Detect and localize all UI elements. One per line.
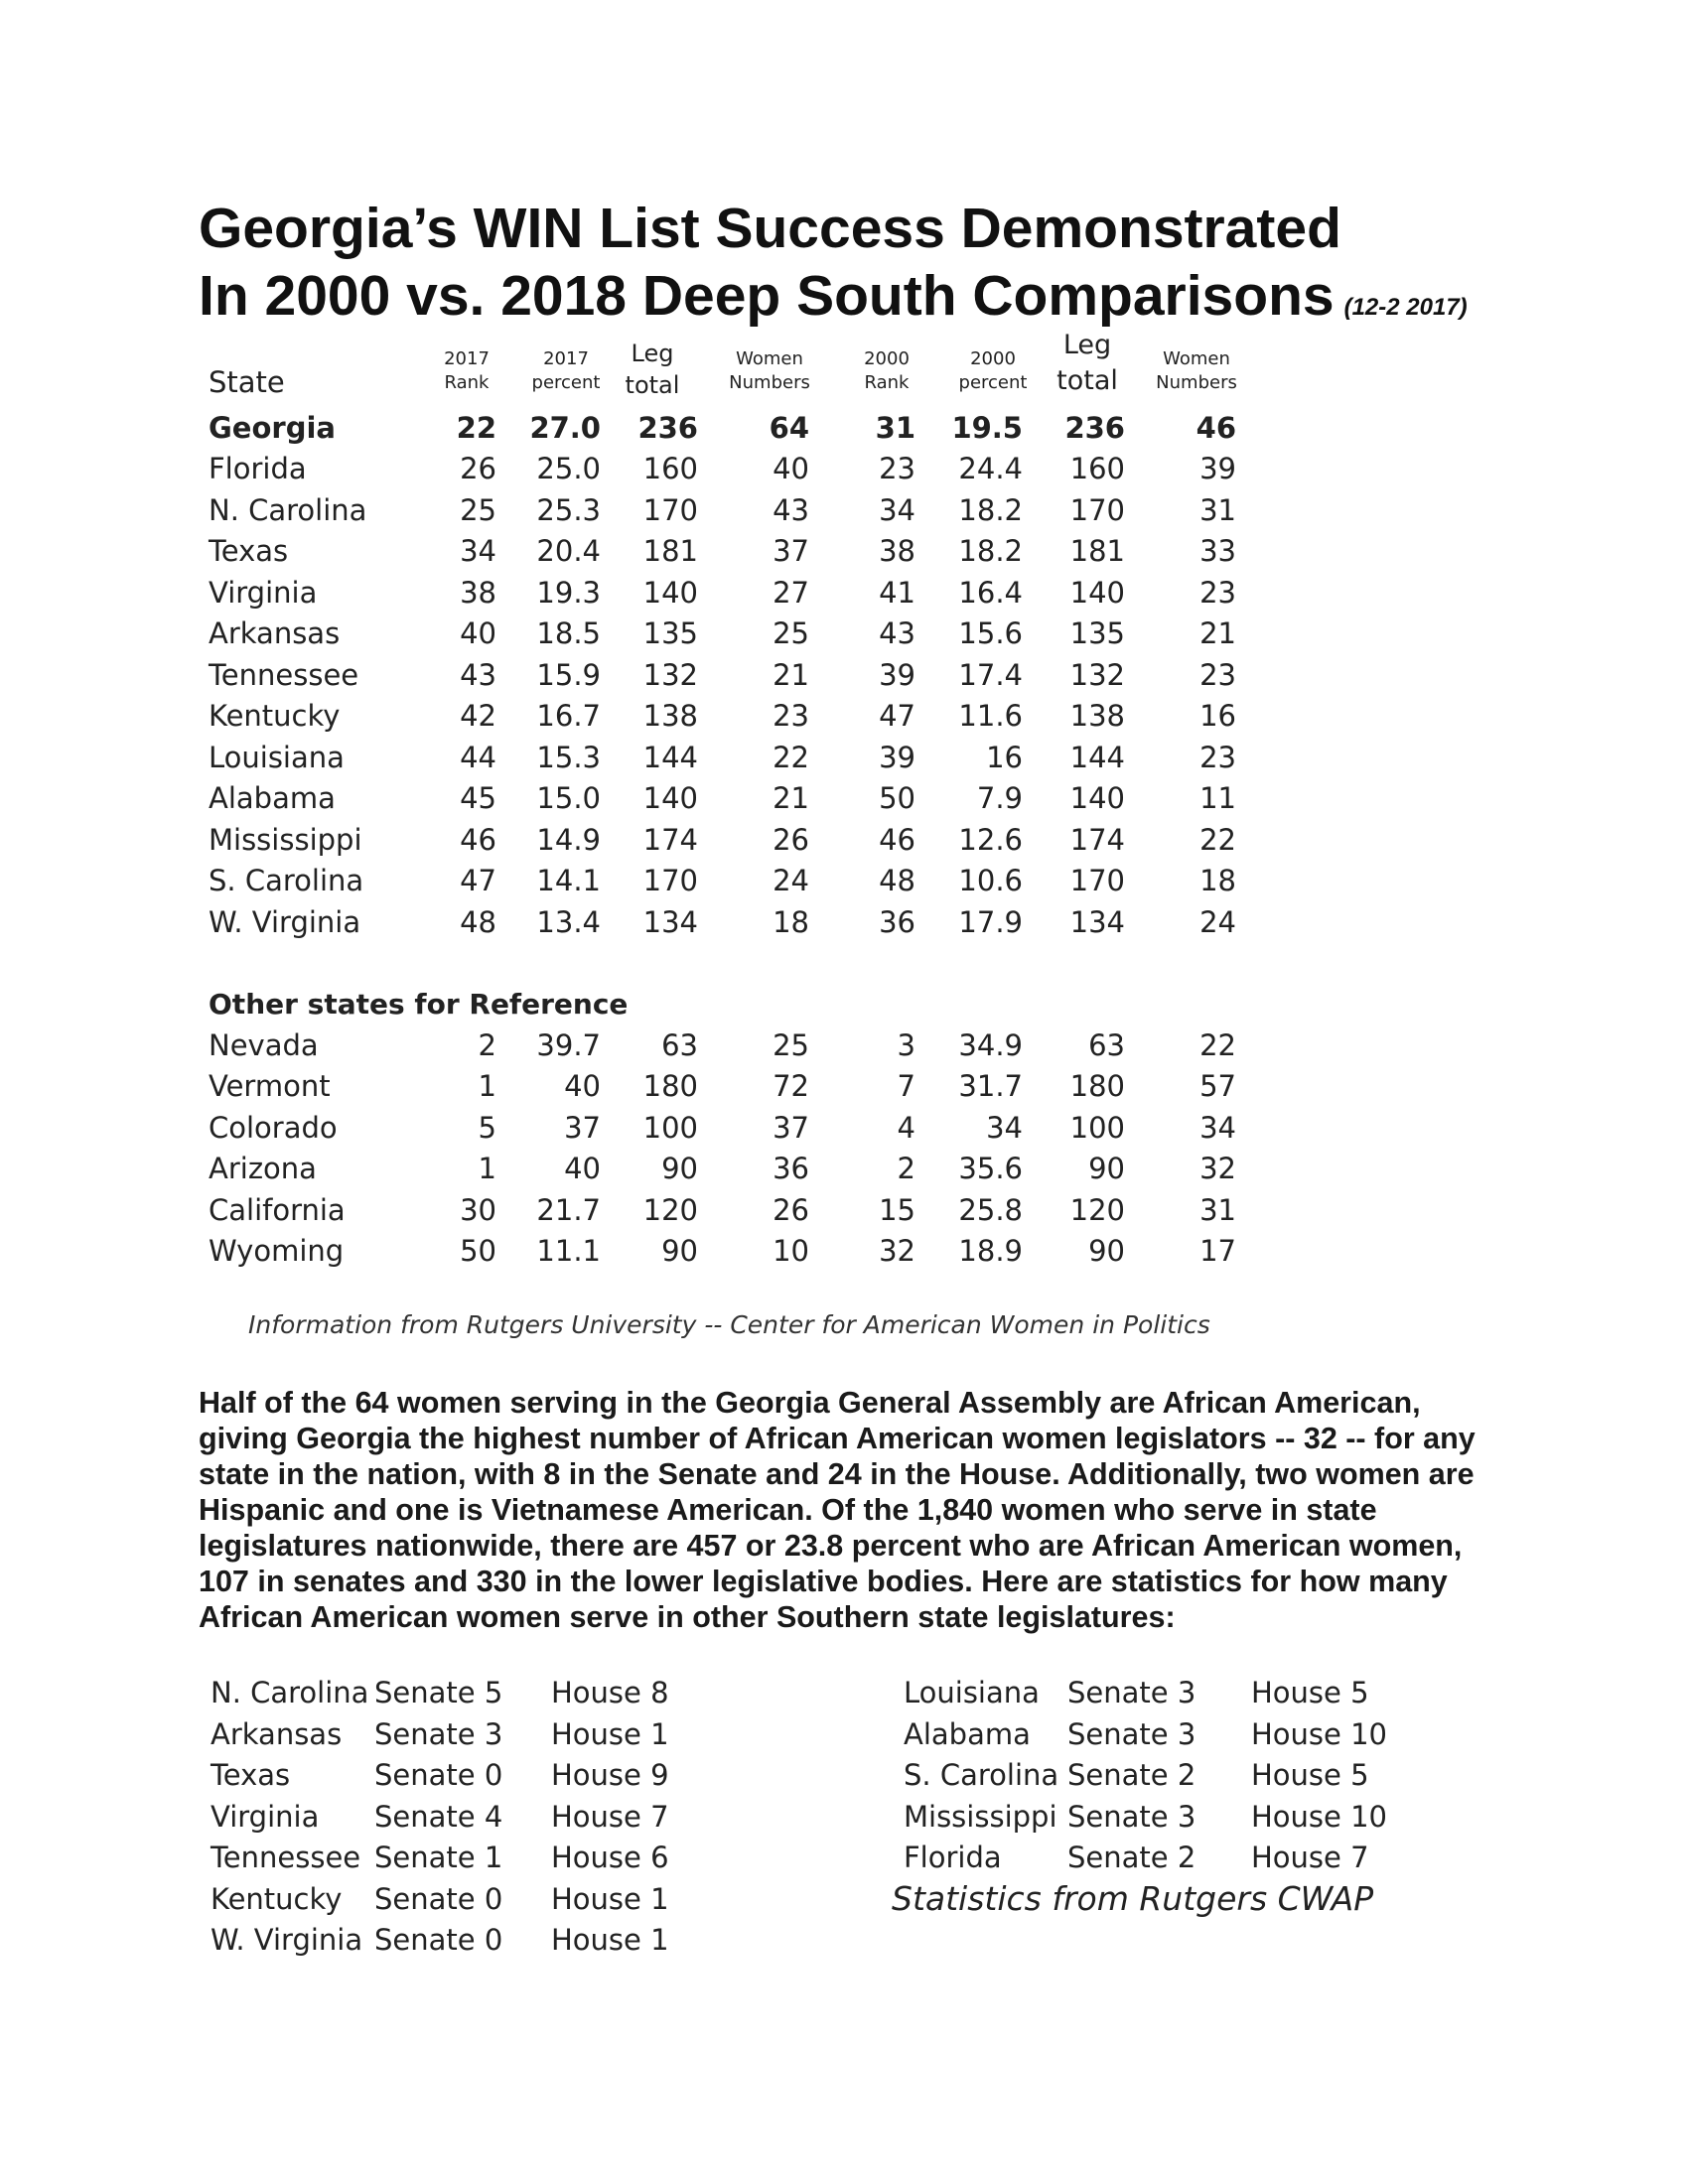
cell-women-2017: 64 <box>769 410 809 445</box>
cell-women-2017: 18 <box>773 904 809 939</box>
title-line-1: Georgia’s WIN List Success Demonstrated <box>199 197 1341 260</box>
cell-state: Colorado <box>209 1110 338 1145</box>
summary-paragraph: Half of the 64 women serving in the Georgia General Assembly are African American, giving Georgia the highest number of African American women legislators -- 32 -- for any state in the nation, with 8 in the Senate and 24 in the House. Additionally, two women are Hispanic and one is Vietnamese American. Of the 1,840 women who serve in state legislatures nationwide, there are 457 or 23.8 percent who are African American women, 107 in senates and 330 in the lower legislative bodies. Here are statistics for how many African American women serve in other Southern state legislatures: <box>199 1386 1476 1634</box>
cell-leg-total-2017: 170 <box>642 492 698 527</box>
table-row <box>209 1107 1236 1149</box>
cell-state: Florida <box>209 452 307 486</box>
aa-house: House 1 <box>551 1923 669 1957</box>
aa-house: House 1 <box>551 1716 669 1751</box>
aa-senate: Senate 2 <box>1067 1758 1196 1792</box>
cell-women-2000: 34 <box>1199 1110 1236 1145</box>
aa-state: Kentucky <box>211 1881 343 1916</box>
cell-women-2000: 31 <box>1199 1192 1236 1227</box>
aa-state: Mississippi <box>904 1799 1057 1834</box>
cell-percent-2000: 31.7 <box>958 1069 1023 1104</box>
cell-leg-total-2017: 135 <box>642 616 698 651</box>
cell-rank-2000: 48 <box>879 864 915 898</box>
aa-senate: Senate 5 <box>374 1676 503 1709</box>
cell-rank-2000: 32 <box>879 1234 915 1269</box>
header-percent-2017: 2017 percent <box>531 348 601 394</box>
cell-percent-2017: 15.0 <box>536 781 601 816</box>
cell-rank-2017: 2 <box>478 1027 496 1062</box>
cell-leg-total-2017: 140 <box>642 575 698 610</box>
cell-leg-total-2000: 181 <box>1069 534 1125 569</box>
table-row <box>209 531 1236 573</box>
cell-rank-2000: 39 <box>879 657 915 692</box>
table-row <box>209 614 1236 655</box>
cell-leg-total-2000: 63 <box>1088 1027 1125 1062</box>
aa-senate: Senate 3 <box>1067 1676 1196 1709</box>
cell-percent-2000: 15.6 <box>958 616 1023 651</box>
aa-state: Alabama <box>904 1716 1031 1751</box>
cell-state: Arizona <box>209 1152 317 1186</box>
table-row <box>209 572 1236 614</box>
cell-leg-total-2000: 170 <box>1069 864 1125 898</box>
cell-percent-2017: 14.1 <box>536 864 601 898</box>
cell-leg-total-2000: 174 <box>1069 822 1125 857</box>
cell-leg-total-2017: 120 <box>642 1192 698 1227</box>
cell-percent-2000: 16.4 <box>958 575 1023 610</box>
cell-percent-2000: 24.4 <box>958 452 1023 486</box>
aa-house: House 10 <box>1251 1799 1387 1834</box>
cell-rank-2017: 46 <box>460 822 496 857</box>
source-note: Information from Rutgers University -- Center for American Women in Politics <box>248 1310 1210 1339</box>
cell-percent-2000: 12.6 <box>958 822 1023 857</box>
cell-rank-2000: 4 <box>897 1110 915 1145</box>
cell-rank-2017: 44 <box>460 740 496 774</box>
cell-rank-2000: 34 <box>879 492 915 527</box>
table-row <box>209 737 1236 778</box>
table-header <box>209 328 1237 407</box>
cell-state: S. Carolina <box>209 864 364 898</box>
cell-women-2000: 39 <box>1199 452 1236 486</box>
aa-senate: Senate 2 <box>1067 1841 1196 1874</box>
cell-rank-2000: 2 <box>897 1152 915 1186</box>
cell-women-2017: 27 <box>773 575 809 610</box>
cell-rank-2017: 43 <box>460 657 496 692</box>
cell-percent-2000: 35.6 <box>958 1152 1023 1186</box>
table-row <box>209 654 1236 696</box>
cell-state: Tennessee <box>209 657 359 692</box>
cell-state: Nevada <box>209 1027 319 1062</box>
cell-women-2017: 26 <box>773 1192 809 1227</box>
cell-leg-total-2000: 90 <box>1088 1152 1125 1186</box>
table-row <box>209 696 1236 738</box>
cell-state: Texas <box>209 534 289 569</box>
cell-women-2000: 16 <box>1199 699 1236 734</box>
cell-leg-total-2000: 236 <box>1064 410 1125 445</box>
cell-percent-2000: 18.2 <box>958 534 1023 569</box>
cell-rank-2000: 36 <box>879 904 915 939</box>
header-rank-2017: 2017 Rank <box>444 348 490 394</box>
date-stamp: (12-2 2017) <box>1343 294 1468 321</box>
cell-state: California <box>209 1192 346 1227</box>
cell-rank-2000: 31 <box>875 410 915 445</box>
cell-leg-total-2000: 132 <box>1069 657 1125 692</box>
cell-leg-total-2017: 63 <box>661 1027 698 1062</box>
cell-women-2017: 21 <box>773 781 809 816</box>
cell-women-2017: 24 <box>773 864 809 898</box>
cell-leg-total-2017: 160 <box>642 452 698 486</box>
aa-state: Texas <box>211 1758 291 1792</box>
aa-state: Arkansas <box>211 1716 343 1751</box>
aa-house: House 7 <box>1251 1841 1369 1874</box>
cell-leg-total-2000: 120 <box>1069 1192 1125 1227</box>
cell-women-2000: 23 <box>1199 740 1236 774</box>
cell-leg-total-2017: 174 <box>642 822 698 857</box>
cell-women-2000: 23 <box>1199 575 1236 610</box>
title-line-2-text: In 2000 vs. 2018 Deep South Comparisons <box>199 264 1335 328</box>
cell-rank-2017: 47 <box>460 864 496 898</box>
cell-rank-2017: 38 <box>460 575 496 610</box>
cell-rank-2000: 7 <box>897 1069 915 1104</box>
cell-leg-total-2017: 140 <box>642 781 698 816</box>
cell-state: Mississippi <box>209 822 362 857</box>
cell-percent-2000: 19.5 <box>951 410 1023 445</box>
header-leg-total-2000: Leg total <box>1056 330 1118 397</box>
cell-rank-2000: 3 <box>897 1027 915 1062</box>
cell-leg-total-2017: 180 <box>642 1069 698 1104</box>
cell-rank-2000: 38 <box>879 534 915 569</box>
aa-house: House 7 <box>551 1799 669 1834</box>
cell-women-2000: 57 <box>1199 1069 1236 1104</box>
cell-women-2017: 37 <box>773 534 809 569</box>
table-row <box>209 1024 1236 1066</box>
aa-house: House 5 <box>1251 1676 1369 1709</box>
aa-senate: Senate 0 <box>374 1881 503 1916</box>
cell-leg-total-2000: 144 <box>1069 740 1125 774</box>
cell-leg-total-2000: 160 <box>1069 452 1125 486</box>
cell-leg-total-2000: 180 <box>1069 1069 1125 1104</box>
cell-women-2017: 22 <box>773 740 809 774</box>
header-women-2017: Women Numbers <box>729 348 810 394</box>
statistics-source: Statistics from Rutgers CWAP <box>892 1879 1374 1918</box>
cell-leg-total-2017: 90 <box>661 1234 698 1269</box>
cell-percent-2017: 21.7 <box>536 1192 601 1227</box>
cell-rank-2017: 45 <box>460 781 496 816</box>
aa-house: House 8 <box>551 1676 669 1709</box>
table-row <box>209 861 1236 902</box>
aa-house: House 5 <box>1251 1758 1369 1792</box>
aa-state: Virginia <box>211 1799 320 1834</box>
cell-leg-total-2017: 236 <box>637 410 698 445</box>
table-row <box>209 407 1236 449</box>
cell-women-2017: 37 <box>773 1110 809 1145</box>
cell-rank-2017: 5 <box>478 1110 496 1145</box>
aa-state: Louisiana <box>904 1676 1040 1709</box>
cell-rank-2017: 1 <box>478 1069 496 1104</box>
cell-percent-2000: 10.6 <box>958 864 1023 898</box>
table-row <box>209 1231 1236 1273</box>
table-row <box>209 449 1236 490</box>
cell-women-2017: 72 <box>773 1069 809 1104</box>
aa-house: House 6 <box>551 1841 669 1874</box>
cell-percent-2000: 7.9 <box>976 781 1023 816</box>
cell-rank-2000: 39 <box>879 740 915 774</box>
cell-rank-2000: 15 <box>879 1192 915 1227</box>
cell-percent-2000: 25.8 <box>958 1192 1023 1227</box>
cell-leg-total-2000: 140 <box>1069 575 1125 610</box>
cell-rank-2017: 30 <box>460 1192 496 1227</box>
cell-percent-2017: 25.0 <box>536 452 601 486</box>
cell-state: Alabama <box>209 781 336 816</box>
aa-senate: Senate 4 <box>374 1799 503 1834</box>
cell-percent-2000: 11.6 <box>958 699 1023 734</box>
table-row <box>209 1149 1236 1190</box>
cell-percent-2017: 18.5 <box>536 616 601 651</box>
cell-rank-2000: 50 <box>879 781 915 816</box>
cell-women-2000: 23 <box>1199 657 1236 692</box>
cell-state: Wyoming <box>209 1234 345 1269</box>
aa-state: W. Virginia <box>211 1923 363 1957</box>
cell-leg-total-2017: 90 <box>661 1152 698 1186</box>
cell-women-2017: 25 <box>773 1027 809 1062</box>
cell-percent-2000: 17.9 <box>958 904 1023 939</box>
cell-state: N. Carolina <box>209 492 367 527</box>
cell-women-2017: 23 <box>773 699 809 734</box>
cell-rank-2000: 43 <box>879 616 915 651</box>
cell-women-2017: 40 <box>773 452 809 486</box>
cell-leg-total-2017: 138 <box>642 699 698 734</box>
cell-leg-total-2000: 100 <box>1069 1110 1125 1145</box>
cell-percent-2000: 17.4 <box>958 657 1023 692</box>
cell-percent-2000: 16 <box>986 740 1023 774</box>
cell-leg-total-2017: 100 <box>642 1110 698 1145</box>
aa-state: N. Carolina <box>211 1676 369 1709</box>
cell-leg-total-2017: 144 <box>642 740 698 774</box>
cell-percent-2017: 13.4 <box>536 904 601 939</box>
cell-women-2000: 24 <box>1199 904 1236 939</box>
cell-percent-2017: 37 <box>564 1110 601 1145</box>
header-leg-total-2017: Leg total <box>625 340 680 400</box>
cell-percent-2017: 25.3 <box>536 492 601 527</box>
cell-women-2000: 33 <box>1199 534 1236 569</box>
cell-women-2017: 43 <box>773 492 809 527</box>
cell-leg-total-2000: 140 <box>1069 781 1125 816</box>
cell-women-2000: 11 <box>1199 781 1236 816</box>
cell-women-2000: 32 <box>1199 1152 1236 1186</box>
cell-percent-2017: 14.9 <box>536 822 601 857</box>
aa-state: Tennessee <box>211 1841 361 1874</box>
cell-percent-2017: 27.0 <box>529 410 601 445</box>
cell-percent-2017: 15.9 <box>536 657 601 692</box>
cell-percent-2017: 40 <box>564 1152 601 1186</box>
cell-rank-2000: 47 <box>879 699 915 734</box>
cell-state: Vermont <box>209 1069 331 1104</box>
header-percent-2000: 2000 percent <box>958 348 1028 394</box>
header-state: State <box>209 365 285 399</box>
cell-rank-2017: 1 <box>478 1152 496 1186</box>
cell-women-2017: 36 <box>773 1152 809 1186</box>
cell-women-2000: 22 <box>1199 822 1236 857</box>
cell-leg-total-2017: 134 <box>642 904 698 939</box>
cell-state: Kentucky <box>209 699 341 734</box>
cell-percent-2017: 40 <box>564 1069 601 1104</box>
table-row <box>209 1066 1236 1108</box>
aa-senate: Senate 3 <box>374 1716 503 1751</box>
table-row <box>209 1189 1236 1231</box>
cell-women-2000: 46 <box>1196 410 1236 445</box>
cell-women-2017: 21 <box>773 657 809 692</box>
cell-state: Virginia <box>209 575 318 610</box>
cell-leg-total-2000: 138 <box>1069 699 1125 734</box>
cell-state: Arkansas <box>209 616 341 651</box>
cell-state: Georgia <box>209 410 336 445</box>
aa-house: House 10 <box>1251 1716 1387 1751</box>
table-row <box>209 778 1236 820</box>
cell-women-2000: 17 <box>1199 1234 1236 1269</box>
cell-percent-2000: 18.9 <box>958 1234 1023 1269</box>
cell-rank-2017: 22 <box>456 410 496 445</box>
cell-women-2000: 21 <box>1199 616 1236 651</box>
cell-leg-total-2017: 170 <box>642 864 698 898</box>
cell-leg-total-2000: 134 <box>1069 904 1125 939</box>
cell-percent-2017: 39.7 <box>536 1027 601 1062</box>
table-row <box>209 489 1236 531</box>
cell-women-2017: 26 <box>773 822 809 857</box>
cell-rank-2017: 42 <box>460 699 496 734</box>
header-women-2000: Women Numbers <box>1156 348 1237 394</box>
cell-percent-2017: 11.1 <box>536 1234 601 1269</box>
cell-women-2000: 18 <box>1199 864 1236 898</box>
cell-rank-2000: 46 <box>879 822 915 857</box>
cell-rank-2017: 25 <box>460 492 496 527</box>
header-rank-2000: 2000 Rank <box>864 348 910 394</box>
cell-percent-2000: 34.9 <box>958 1027 1023 1062</box>
document-title <box>199 195 1489 341</box>
cell-rank-2017: 40 <box>460 616 496 651</box>
other-states-label: Other states for Reference <box>209 987 629 1021</box>
table-spacer <box>209 943 628 984</box>
other-states-body <box>209 1024 1236 1272</box>
comparison-table <box>209 328 1237 1272</box>
table-row <box>209 901 1236 943</box>
aa-senate: Senate 3 <box>1067 1716 1196 1751</box>
aa-state: S. Carolina <box>904 1758 1059 1792</box>
cell-women-2000: 22 <box>1199 1027 1236 1062</box>
cell-percent-2000: 34 <box>986 1110 1023 1145</box>
cell-women-2017: 10 <box>773 1234 809 1269</box>
cell-women-2000: 31 <box>1199 492 1236 527</box>
cell-leg-total-2000: 170 <box>1069 492 1125 527</box>
cell-leg-total-2000: 135 <box>1069 616 1125 651</box>
aa-senate: Senate 1 <box>374 1841 503 1874</box>
aa-house: House 1 <box>551 1881 669 1916</box>
aa-state: Florida <box>904 1841 1002 1874</box>
aa-senate: Senate 0 <box>374 1923 503 1957</box>
cell-rank-2017: 48 <box>460 904 496 939</box>
cell-leg-total-2017: 132 <box>642 657 698 692</box>
cell-percent-2017: 20.4 <box>536 534 601 569</box>
cell-percent-2017: 19.3 <box>536 575 601 610</box>
cell-percent-2000: 18.2 <box>958 492 1023 527</box>
table-body <box>209 407 1236 943</box>
table-row <box>209 819 1236 861</box>
aa-senate: Senate 0 <box>374 1758 503 1792</box>
aa-house: House 9 <box>551 1758 669 1792</box>
cell-rank-2000: 41 <box>879 575 915 610</box>
cell-rank-2017: 50 <box>460 1234 496 1269</box>
cell-leg-total-2000: 90 <box>1088 1234 1125 1269</box>
cell-percent-2017: 15.3 <box>536 740 601 774</box>
cell-rank-2017: 34 <box>460 534 496 569</box>
aa-senate: Senate 3 <box>1067 1799 1196 1834</box>
cell-women-2017: 25 <box>773 616 809 651</box>
cell-leg-total-2017: 181 <box>642 534 698 569</box>
cell-percent-2017: 16.7 <box>536 699 601 734</box>
cell-rank-2000: 23 <box>879 452 915 486</box>
cell-state: Louisiana <box>209 740 345 774</box>
cell-rank-2017: 26 <box>460 452 496 486</box>
cell-state: W. Virginia <box>209 904 361 939</box>
